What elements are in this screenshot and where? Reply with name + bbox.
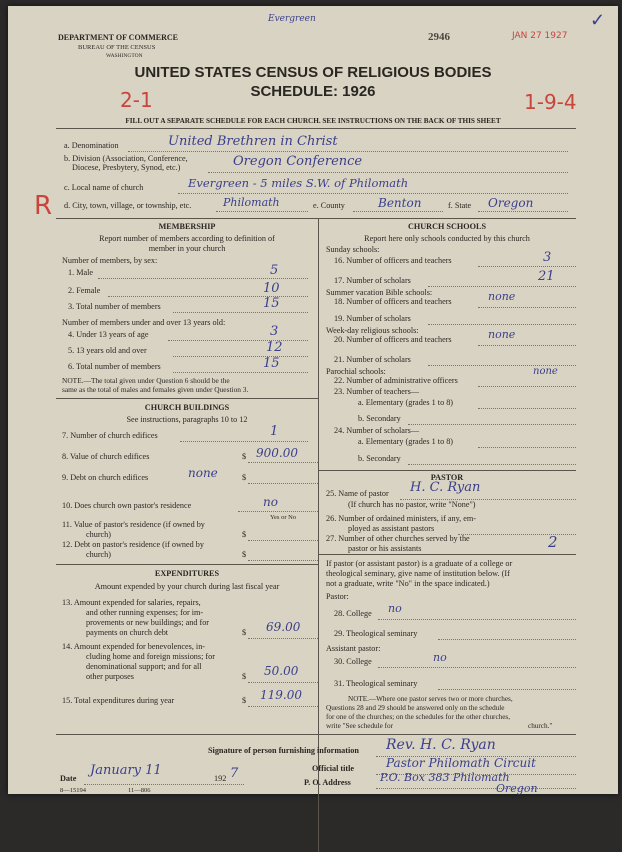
answer-line <box>248 462 318 463</box>
q31-label: 31. Theological seminary <box>334 679 418 688</box>
q3-value: 15 <box>263 296 280 311</box>
church-name-label: c. Local name of church <box>64 183 144 192</box>
q28-label: 28. College <box>334 609 372 618</box>
q27-value: 2 <box>548 533 558 551</box>
received-stamp: JAN 27 1927 <box>512 31 568 41</box>
answer-line <box>428 324 576 325</box>
answer-line <box>478 447 576 448</box>
dept-name: DEPARTMENT OF COMMERCE <box>58 33 179 42</box>
census-schedule-sheet <box>8 6 618 794</box>
pastor-footnote-2: Questions 28 and 29 should be answered only on the schedule <box>326 704 505 712</box>
pastor-footnote-4: write "See schedule for <box>326 722 393 730</box>
city-label: d. City, town, village, or township, etc. <box>64 201 192 210</box>
answer-line <box>428 286 576 287</box>
graduate-note-3: not a graduate, write "No" in the space indicated.) <box>326 579 490 588</box>
date-label: Date <box>60 774 77 783</box>
q16-label: 16. Number of officers and teachers <box>334 256 452 265</box>
q14-label-3: denominational support; and for all <box>86 662 202 671</box>
q9-label: 9. Debt on church edifices <box>62 473 149 482</box>
buildings-heading: CHURCH BUILDINGS <box>144 403 230 412</box>
denomination-value: United Brethren in Christ <box>168 134 338 149</box>
pastor-sub-label: Pastor: <box>326 592 349 601</box>
age-label: Number of members under and over 13 years old: <box>62 318 226 327</box>
q11-label-2: church) <box>86 530 112 539</box>
membership-note-2: member in your church <box>148 244 226 253</box>
q27-label-2: pastor or his assistants <box>348 544 422 553</box>
q1-value: 5 <box>270 263 279 278</box>
answer-line <box>378 667 576 668</box>
column-divider <box>318 218 319 852</box>
answer-line <box>458 534 576 535</box>
q24a-label: a. Elementary (grades 1 to 8) <box>358 437 454 446</box>
answer-line <box>478 345 576 346</box>
answer-line <box>248 682 318 683</box>
q8-value: 900.00 <box>256 446 298 460</box>
sunday-label: Sunday schools: <box>326 245 380 254</box>
q1-label: 1. Male <box>68 268 94 277</box>
official-title-label: Official title <box>312 764 355 773</box>
q25-value: H. C. Ryan <box>410 480 481 495</box>
q25-label: 25. Name of pastor <box>326 489 389 498</box>
q13-value: 69.00 <box>266 620 301 634</box>
form-number: 2946 <box>428 31 450 43</box>
pastor-footnote-3: for one of the churches; on the schedules for the other churches, <box>326 713 511 721</box>
q13-label: 13. Amount expended for salaries, repairs, <box>62 598 201 607</box>
graduate-note: If pastor (or assistant pastor) is a graduate of a college or <box>326 559 513 568</box>
q6-label: 6. Total number of members <box>68 362 161 371</box>
q29-label: 29. Theological seminary <box>334 629 418 638</box>
pastor-heading: PASTOR <box>430 473 464 482</box>
q25-note: (If church has no pastor, write "None") <box>348 500 476 509</box>
answer-line <box>478 408 576 409</box>
q23a-label: a. Elementary (grades 1 to 8) <box>358 398 454 407</box>
q30-label: 30. College <box>334 657 372 666</box>
answer-line <box>438 689 576 690</box>
q18-value: none <box>488 290 516 303</box>
schools-subheading: Report here only schools conducted by this church <box>364 234 530 243</box>
expenditures-subheading: Amount expended by your church during last fiscal year <box>94 582 280 591</box>
divider <box>56 398 318 399</box>
q17-value: 21 <box>538 269 555 284</box>
asst-pastor-label: Assistant pastor: <box>326 644 381 653</box>
po-address-value-2: Oregon <box>496 782 538 795</box>
answer-line <box>173 312 308 313</box>
signature-label: Signature of person furnishing information <box>208 746 359 755</box>
q15-label: 15. Total expenditures during year <box>62 696 175 705</box>
dollar-sign: $ <box>242 530 247 539</box>
answer-line <box>478 386 576 387</box>
state-label: f. State <box>448 201 472 210</box>
year-value: 7 <box>230 766 239 781</box>
q14-label-2: cluding home and foreign missions; for <box>86 652 215 661</box>
answer-line <box>478 211 568 212</box>
q5-label: 5. 13 years old and over <box>68 346 147 355</box>
membership-footnote: NOTE.—The total given under Question 6 should be the <box>62 376 230 385</box>
q23b-label: b. Secondary <box>358 414 401 423</box>
q4-label: 4. Under 13 years of age <box>68 330 149 339</box>
schedule-title: SCHEDULE: 1926 <box>250 83 376 100</box>
city-name: WASHINGTON <box>106 53 143 59</box>
q9-value: none <box>188 466 218 480</box>
q17-label: 17. Number of scholars <box>334 276 411 285</box>
answer-line <box>238 511 318 512</box>
division-label: b. Division (Association, Conference, <box>64 154 188 163</box>
q10-label: 10. Does church own pastor's residence <box>62 501 192 510</box>
answer-line <box>128 151 568 152</box>
q5-value: 12 <box>266 340 283 355</box>
q24-label: 24. Number of scholars— <box>334 426 420 435</box>
print-code: 8—15194 <box>60 787 86 794</box>
divider <box>318 470 576 471</box>
q24b-label: b. Secondary <box>358 454 401 463</box>
answer-line <box>208 172 568 173</box>
answer-line <box>376 788 576 789</box>
schools-heading: CHURCH SCHOOLS <box>407 222 487 231</box>
q28-value: no <box>388 602 402 615</box>
answer-line <box>216 211 308 212</box>
dollar-sign: $ <box>242 550 247 559</box>
q2-value: 10 <box>263 281 280 296</box>
q20-label: 20. Number of officers and teachers <box>334 335 452 344</box>
answer-line <box>408 464 576 465</box>
county-value: Benton <box>378 196 422 210</box>
q12-label-2: church) <box>86 550 112 559</box>
hand-note-top: Evergreen <box>268 14 316 24</box>
q19-label: 19. Number of scholars <box>334 314 411 323</box>
answer-line <box>478 266 576 267</box>
po-address-label: P. O. Address <box>304 778 351 787</box>
answer-line <box>98 278 308 279</box>
q12-label: 12. Debt on pastor's residence (if owned by <box>62 540 204 549</box>
q13-label-3: provements or new buildings; and for <box>86 618 210 627</box>
q26-label: 26. Number of ordained ministers, if any, em- <box>326 514 476 523</box>
answer-line <box>180 441 308 442</box>
parochial-label: Parochial schools: <box>326 367 386 376</box>
by-sex-label: Number of members, by sex: <box>62 256 158 265</box>
q15-value: 119.00 <box>260 688 302 702</box>
q7-value: 1 <box>270 424 279 439</box>
state-value: Oregon <box>488 196 534 210</box>
weekday-label: Week-day religious schools: <box>326 326 419 335</box>
answer-line <box>173 372 308 373</box>
answer-line <box>378 619 576 620</box>
q13-label-2: and other running expenses; for im- <box>86 608 204 617</box>
bureau-name: BUREAU OF THE CENSUS <box>78 44 156 51</box>
print-code-2: 11—806 <box>128 787 151 794</box>
summer-label: Summer vacation Bible schools: <box>326 288 433 297</box>
dollar-sign: $ <box>242 628 247 637</box>
answer-line <box>248 560 318 561</box>
official-title-value: Pastor Philomath Circuit <box>386 756 536 770</box>
q26-label-2: ployed as assistant pastors <box>348 524 435 533</box>
division-value: Oregon Conference <box>233 154 363 169</box>
divider <box>56 128 576 129</box>
answer-line <box>353 211 443 212</box>
divider <box>56 564 318 565</box>
answer-line <box>248 706 318 707</box>
q13-label-4: payments on church debt <box>86 628 169 637</box>
dollar-sign: $ <box>242 473 247 482</box>
q23-label: 23. Number of teachers— <box>334 387 420 396</box>
divider <box>56 218 576 219</box>
answer-line <box>248 638 318 639</box>
q4-value: 3 <box>270 324 279 339</box>
divider <box>318 554 576 555</box>
graduate-note-2: theological seminary, give name of institution below. (If <box>326 569 510 578</box>
dollar-sign: $ <box>242 672 247 681</box>
q20-value: none <box>488 328 516 341</box>
q11-label: 11. Value of pastor's residence (if owned by <box>62 520 205 529</box>
membership-footnote-2: same as the total of males and females given under Question 3. <box>62 385 249 394</box>
q8-label: 8. Value of church edifices <box>62 452 150 461</box>
q27-label: 27. Number of other churches served by the <box>326 534 470 543</box>
pastor-footnote-5: church." <box>528 722 553 730</box>
signature-value: Rev. H. C. Ryan <box>386 737 496 753</box>
yes-no-hint: Yes or No <box>270 514 297 521</box>
answer-line <box>248 483 318 484</box>
answer-line <box>84 784 244 785</box>
q22-value: none <box>533 366 558 377</box>
q18-label: 18. Number of officers and teachers <box>334 297 452 306</box>
county-label: e. County <box>313 201 345 210</box>
answer-line <box>248 540 318 541</box>
po-address-value: P.O. Box 383 Philomath <box>380 771 510 784</box>
q14-label: 14. Amount expended for benevolences, in- <box>62 642 206 651</box>
q30-value: no <box>433 651 447 664</box>
margin-mark: R <box>34 191 53 221</box>
check-mark: ✓ <box>590 10 606 31</box>
city-value: Philomath <box>223 196 280 209</box>
q6-value: 15 <box>263 356 280 371</box>
membership-note: Report number of members according to definition of <box>99 234 275 243</box>
membership-heading: MEMBERSHIP <box>158 222 216 231</box>
year-prefix: 192 <box>214 774 227 783</box>
q7-label: 7. Number of church edifices <box>62 431 158 440</box>
q16-value: 3 <box>543 250 552 265</box>
q22-label: 22. Number of administrative officers <box>334 376 458 385</box>
answer-line <box>438 639 576 640</box>
instruction-line: FILL OUT A SEPARATE SCHEDULE FOR EACH CHURCH. SEE INSTRUCTIONS ON THE BACK OF THIS SHEET <box>125 117 501 125</box>
division-label-2: Diocese, Presbytery, Synod, etc.) <box>72 163 181 172</box>
q14-label-4: other purposes <box>86 672 134 681</box>
answer-line <box>408 424 576 425</box>
date-value: January 11 <box>90 763 162 778</box>
divider <box>56 734 576 735</box>
answer-line <box>478 307 576 308</box>
church-name-value: Evergreen - 5 miles S.W. of Philomath <box>188 176 409 190</box>
q10-value: no <box>263 495 278 509</box>
q14-value: 50.00 <box>264 664 299 678</box>
q21-label: 21. Number of scholars <box>334 355 411 364</box>
answer-line <box>173 356 308 357</box>
hand-code-left: 2-1 <box>120 88 153 112</box>
q3-label: 3. Total number of members <box>68 302 161 311</box>
hand-code-right: 1-9-4 <box>524 90 577 114</box>
answer-line <box>178 193 568 194</box>
dollar-sign: $ <box>242 696 247 705</box>
answer-line <box>168 340 308 341</box>
q2-label: 2. Female <box>68 286 101 295</box>
buildings-subheading: See instructions, paragraphs 10 to 12 <box>126 415 248 424</box>
form-title: UNITED STATES CENSUS OF RELIGIOUS BODIES <box>134 64 492 81</box>
pastor-footnote: NOTE.—Where one pastor serves two or more churches, <box>348 695 513 703</box>
dollar-sign: $ <box>242 452 247 461</box>
denomination-label: a. Denomination <box>64 141 119 150</box>
expenditures-heading: EXPENDITURES <box>154 569 220 578</box>
